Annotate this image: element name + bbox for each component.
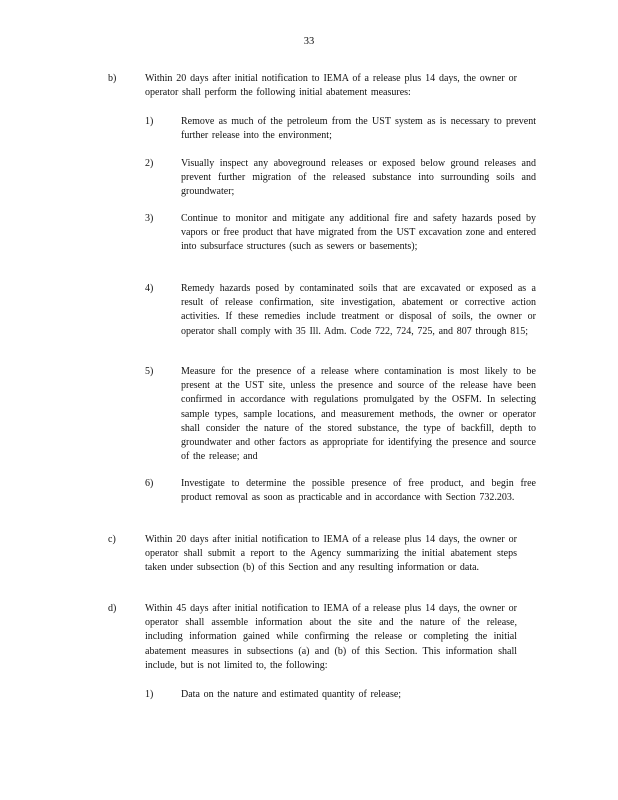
item-b6-label: 6) [145, 478, 154, 489]
item-b4-text: Remedy hazards posed by contaminated soils that are excavated or exposed as a result of release confirmation, site investigation, abatement or corrective action activities. If these remedies include treatment or disposal of soils, the owner or operator shall comply with 35 Ill. Adm. Code 722, 724, 725, and 807 through 815; [181, 283, 536, 337]
item-b6-text: Investigate to determine the possible presence of free product, and begin free product removal as soon as practicable and in accordance with Section 732.203. [181, 478, 536, 504]
item-b1-label: 1) [145, 116, 154, 127]
item-b2-text: Visually inspect any aboveground releases or exposed below ground releases and prevent further migration of the released substance into surrounding soils and groundwater; [181, 158, 536, 198]
subsection-b-text: Within 20 days after initial notification to IEMA of a release plus 14 days, the owner or operator shall perform the following initial abatement measures: [145, 73, 517, 99]
page-number: 33 [303, 36, 315, 47]
subsection-c-label: c) [108, 534, 116, 545]
item-b5-text: Measure for the presence of a release where contamination is most likely to be present at the UST site, unless the presence and source of the release have been confirmed in accordance with regulations promulgated by the OSFM. In selecting sample types, sample locations, and measurement methods, the owner or operator shall consider the nature of the stored substance, the type of backfill, depth to groundwater and other factors as appropriate for identifying the presence and source of the release; and [181, 366, 536, 463]
item-b5-label: 5) [145, 366, 154, 377]
subsection-d-label: d) [108, 603, 117, 614]
subsection-b-label: b) [108, 73, 117, 84]
item-b4-label: 4) [145, 283, 154, 294]
subsection-c-text: Within 20 days after initial notification to IEMA of a release plus 14 days, the owner or operator shall submit a report to the Agency summarizing the initial abatement steps taken under subsection (b) of this Section and any resulting information or data. [145, 534, 517, 574]
item-b3-label: 3) [145, 213, 154, 224]
item-d1-text: Data on the nature and estimated quantity of release; [181, 689, 402, 700]
item-d1-label: 1) [145, 689, 154, 700]
item-b2-label: 2) [145, 158, 154, 169]
item-b3-text: Continue to monitor and mitigate any additional fire and safety hazards posed by vapors or free product that have migrated from the UST excavation zone and entered into subsurface structures (such as sewers or basements); [181, 213, 537, 253]
item-b1-text: Remove as much of the petroleum from the UST system as is necessary to prevent further release into the environment; [181, 116, 536, 142]
subsection-d-text: Within 45 days after initial notification to IEMA of a release plus 14 days, the owner or operator shall assemble information about the site and the nature of the release, including information gained while confirming the release or completing the initial abatement measures in subsections (a) and (b) of this Section. This information shall include, but is not limited to, the following: [145, 603, 517, 671]
